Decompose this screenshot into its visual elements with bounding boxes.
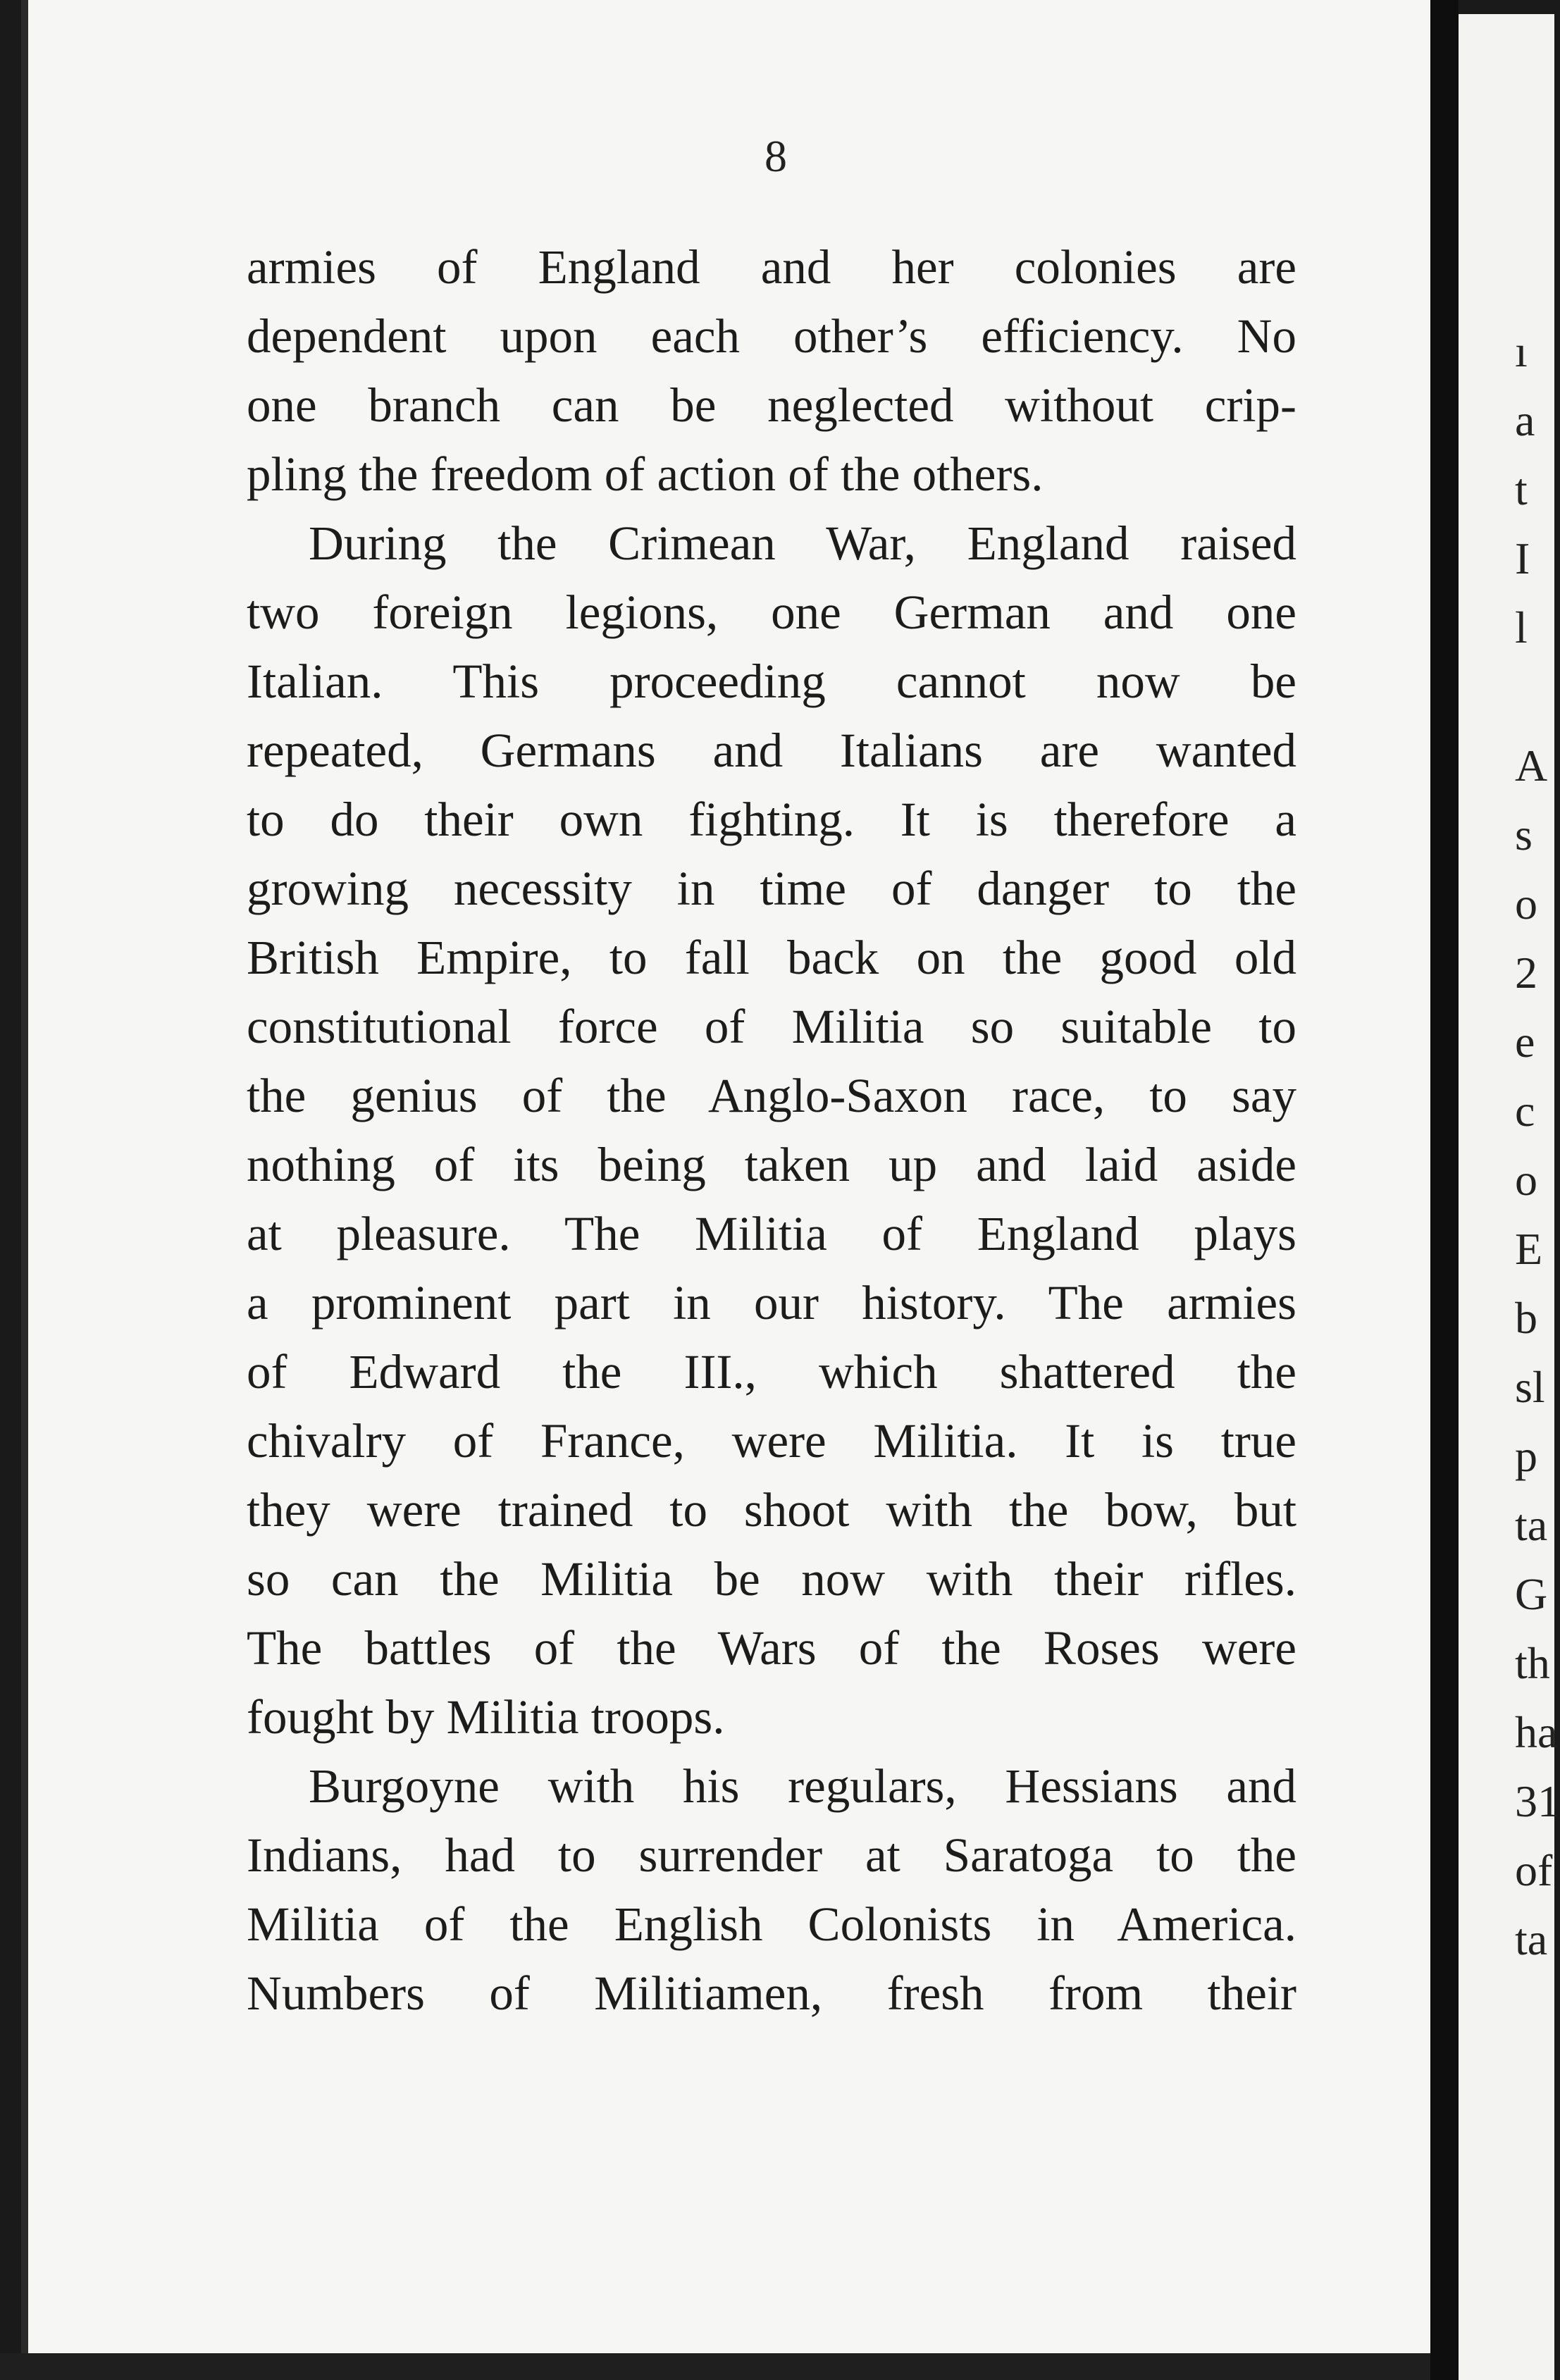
text-line: one branch can be neglected without crip- (247, 378, 1296, 432)
text-line: of Edward the III., which shattered the (247, 1345, 1296, 1399)
book-gutter (1430, 0, 1459, 2380)
text-line: Militia of the English Colonists in America. (247, 1897, 1296, 1951)
facing-page-fragment: sl (1515, 1362, 1545, 1412)
facing-page-fragment: e (1515, 1017, 1535, 1067)
text-line: to do their own fighting. It is therefore a (247, 793, 1296, 846)
text-line: two foreign legions, one German and one (247, 585, 1296, 639)
text-line: fought by Militia troops. (247, 1690, 725, 1744)
page-number: 8 (764, 131, 787, 181)
text-line: Numbers of Militiamen, fresh from their (247, 1966, 1296, 2020)
facing-page-fragment: of (1515, 1845, 1553, 1895)
facing-page-fragment: ı (1515, 326, 1528, 376)
scan-bottom-edge (0, 2353, 1430, 2380)
facing-page-fragment: G (1515, 1569, 1548, 1619)
facing-page-fragment: ha (1515, 1707, 1558, 1757)
facing-page-fragment: E (1515, 1224, 1543, 1274)
text-line: Italian. This proceeding cannot now be (247, 655, 1296, 708)
facing-page-fragment: b (1515, 1293, 1537, 1343)
text-line: Indians, had to surrender at Saratoga to the (247, 1828, 1296, 1882)
facing-page-fragment: th (1515, 1638, 1550, 1688)
facing-page-fragment: ta (1515, 1914, 1548, 1964)
text-line: chivalry of France, were Militia. It is true (247, 1414, 1296, 1468)
facing-page-fragment: ta (1515, 1500, 1548, 1550)
text-line: nothing of its being taken up and laid aside (247, 1138, 1296, 1191)
facing-page-fragment: c (1515, 1086, 1535, 1136)
text-line: British Empire, to fall back on the good old (247, 931, 1296, 984)
text-line: repeated, Germans and Italians are wanted (247, 724, 1296, 777)
text-line: During the Crimean War, England raised (309, 516, 1296, 570)
body-text (247, 233, 1296, 2028)
text-line: dependent upon each other’s efficiency. No (247, 309, 1296, 363)
text-line: the genius of the Anglo-Saxon race, to say (247, 1069, 1296, 1122)
facing-page-fragment: 31 (1515, 1776, 1560, 1826)
text-line: so can the Militia be now with their rifles. (247, 1552, 1296, 1606)
text-line: growing necessity in time of danger to the (247, 862, 1296, 915)
text-line: they were trained to shoot with the bow, but (247, 1483, 1296, 1537)
text-line: constitutional force of Militia so suitable to (247, 1000, 1296, 1053)
facing-page-fragment: I (1515, 533, 1530, 583)
facing-page-fragment: a (1515, 395, 1535, 445)
text-line: The battles of the Wars of the Roses were (247, 1621, 1296, 1675)
facing-page-fragment: l (1515, 602, 1528, 652)
facing-page-fragment (1515, 662, 1554, 731)
text-line: a prominent part in our history. The armies (247, 1276, 1296, 1330)
facing-page-fragment: t (1515, 464, 1528, 514)
text-line: armies of England and her colonies are (247, 240, 1296, 294)
facing-page-fragment: 2 (1515, 948, 1537, 998)
facing-page-fragment: A (1515, 740, 1548, 791)
text-line: Burgoyne with his regulars, Hessians and (309, 1759, 1296, 1813)
text-line: at pleasure. The Militia of England plays (247, 1207, 1296, 1260)
facing-page-fragment: s (1515, 810, 1533, 860)
facing-page-fragment: p (1515, 1431, 1537, 1481)
facing-page-fragment: o (1515, 1155, 1537, 1205)
facing-page-fragments (1515, 317, 1560, 1974)
text-line: pling the freedom of action of the others. (247, 447, 1044, 501)
facing-page-fragment: o (1515, 879, 1537, 929)
